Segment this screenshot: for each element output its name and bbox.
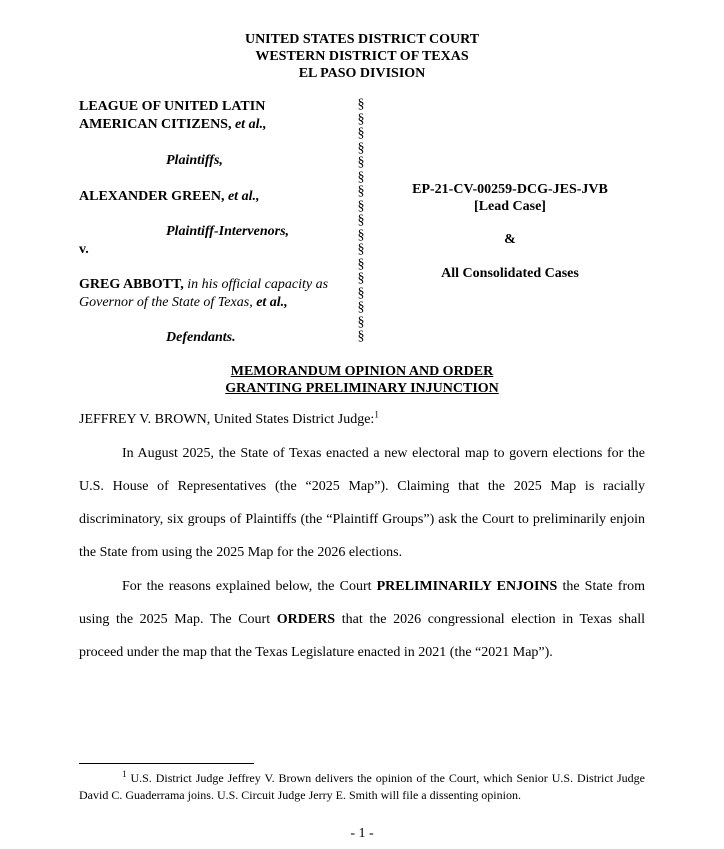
- paragraph-text: For the reasons explained below, the Court: [122, 579, 372, 594]
- defendant-name: GREG ABBOTT,: [79, 277, 184, 292]
- body-paragraph-2: [79, 570, 645, 669]
- footnote-mark: 1: [122, 769, 127, 779]
- intervenor-role: Plaintiff-Intervenors,: [166, 224, 290, 239]
- defendant-party: [79, 276, 354, 312]
- defendant-capacity-line2: Governor of the State of Texas,: [79, 295, 253, 310]
- consolidated-cases: All Consolidated Cases: [441, 266, 579, 281]
- court-district: WESTERN DISTRICT OF TEXAS: [255, 49, 469, 64]
- paragraph-text: In August 2025, the State of Texas enacted a new electoral map to govern elections for the U.S. House of Representatives (the “2025 Map”). Claiming that the 2025 Map is racially discriminatory, six groups of Plaintiffs (the “Plaintiff Groups”) ask the Court to preliminarily enjoin the State from using the 2025 Map for the 2026 elections.: [79, 446, 645, 560]
- paragraph-text: the State from using the 2025 Map. The Court: [79, 579, 645, 627]
- page-number: - 1 -: [350, 826, 374, 841]
- plaintiff-etal: et al.,: [234, 117, 267, 132]
- lead-case: [Lead Case]: [474, 199, 546, 214]
- footnote: [79, 770, 645, 804]
- case-number-block: [370, 181, 650, 215]
- court-name: UNITED STATES DISTRICT COURT: [244, 32, 480, 47]
- paragraph-text: that the 2026 congressional election in Texas shall proceed under the map that the Texas Legislature enacted in 2021 (the “2021 Map”).: [79, 612, 646, 660]
- title-line2: GRANTING PRELIMINARY INJUNCTION: [225, 381, 499, 396]
- section-symbol: §: [357, 271, 365, 286]
- ampersand: &: [504, 232, 516, 247]
- emphasis-text: ORDERS: [276, 612, 336, 627]
- footnote-text: U.S. District Judge Jeffrey V. Brown delivers the opinion of the Court, which Senior U.S. District Judge David C. Guaderrama joins. U.S. Circuit Judge Jerry E. Smith will file a dissenting opinion.: [79, 771, 645, 802]
- intervenor-name: ALEXANDER GREEN,: [79, 189, 225, 204]
- section-symbol: §: [357, 285, 365, 301]
- intervenor-party: [79, 188, 354, 206]
- versus: v.: [79, 242, 89, 257]
- title-line1: MEMORANDUM OPINION AND ORDER: [230, 364, 494, 379]
- section-symbol: §: [357, 184, 365, 199]
- section-symbol: §: [357, 111, 365, 127]
- section-symbol: §: [357, 227, 365, 243]
- section-symbol: §: [357, 126, 365, 141]
- defendant-etal: et al.,: [256, 295, 288, 310]
- section-symbol-column: [354, 98, 368, 345]
- plaintiff-name-line2: AMERICAN CITIZENS,: [79, 117, 232, 132]
- section-symbol: §: [357, 242, 365, 257]
- section-symbol: §: [357, 169, 365, 185]
- plaintiffs-role: Plaintiffs,: [166, 153, 223, 168]
- intervenor-etal: et al.,: [227, 189, 260, 204]
- section-symbol: §: [357, 329, 365, 344]
- plaintiff-name-line1: LEAGUE OF UNITED LATIN: [79, 99, 266, 114]
- case-number: EP-21-CV-00259-DCG-JES-JVB: [412, 182, 608, 197]
- section-symbol: §: [357, 97, 365, 112]
- section-symbol: §: [357, 256, 365, 272]
- footnote-reference: 1: [374, 409, 379, 420]
- section-symbol: §: [357, 198, 365, 214]
- plaintiff-party: [79, 98, 354, 134]
- court-division: EL PASO DIVISION: [298, 66, 426, 81]
- defendant-capacity-line1: in his official capacity as: [187, 277, 329, 292]
- judge-text: JEFFREY V. BROWN, United States District Judge:: [79, 412, 375, 427]
- emphasis-text: PRELIMINARILY ENJOINS: [376, 579, 558, 594]
- document-title: [0, 363, 724, 397]
- body-paragraph-1: [79, 437, 645, 569]
- section-symbol: §: [357, 213, 365, 228]
- section-symbol: §: [357, 155, 365, 170]
- section-symbol: §: [357, 300, 365, 315]
- section-symbol: §: [357, 140, 365, 156]
- judge-line: [79, 411, 379, 429]
- section-symbol: §: [357, 314, 365, 330]
- defendants-role: Defendants.: [166, 330, 236, 345]
- footnote-divider: [79, 763, 254, 764]
- court-header: [0, 31, 724, 82]
